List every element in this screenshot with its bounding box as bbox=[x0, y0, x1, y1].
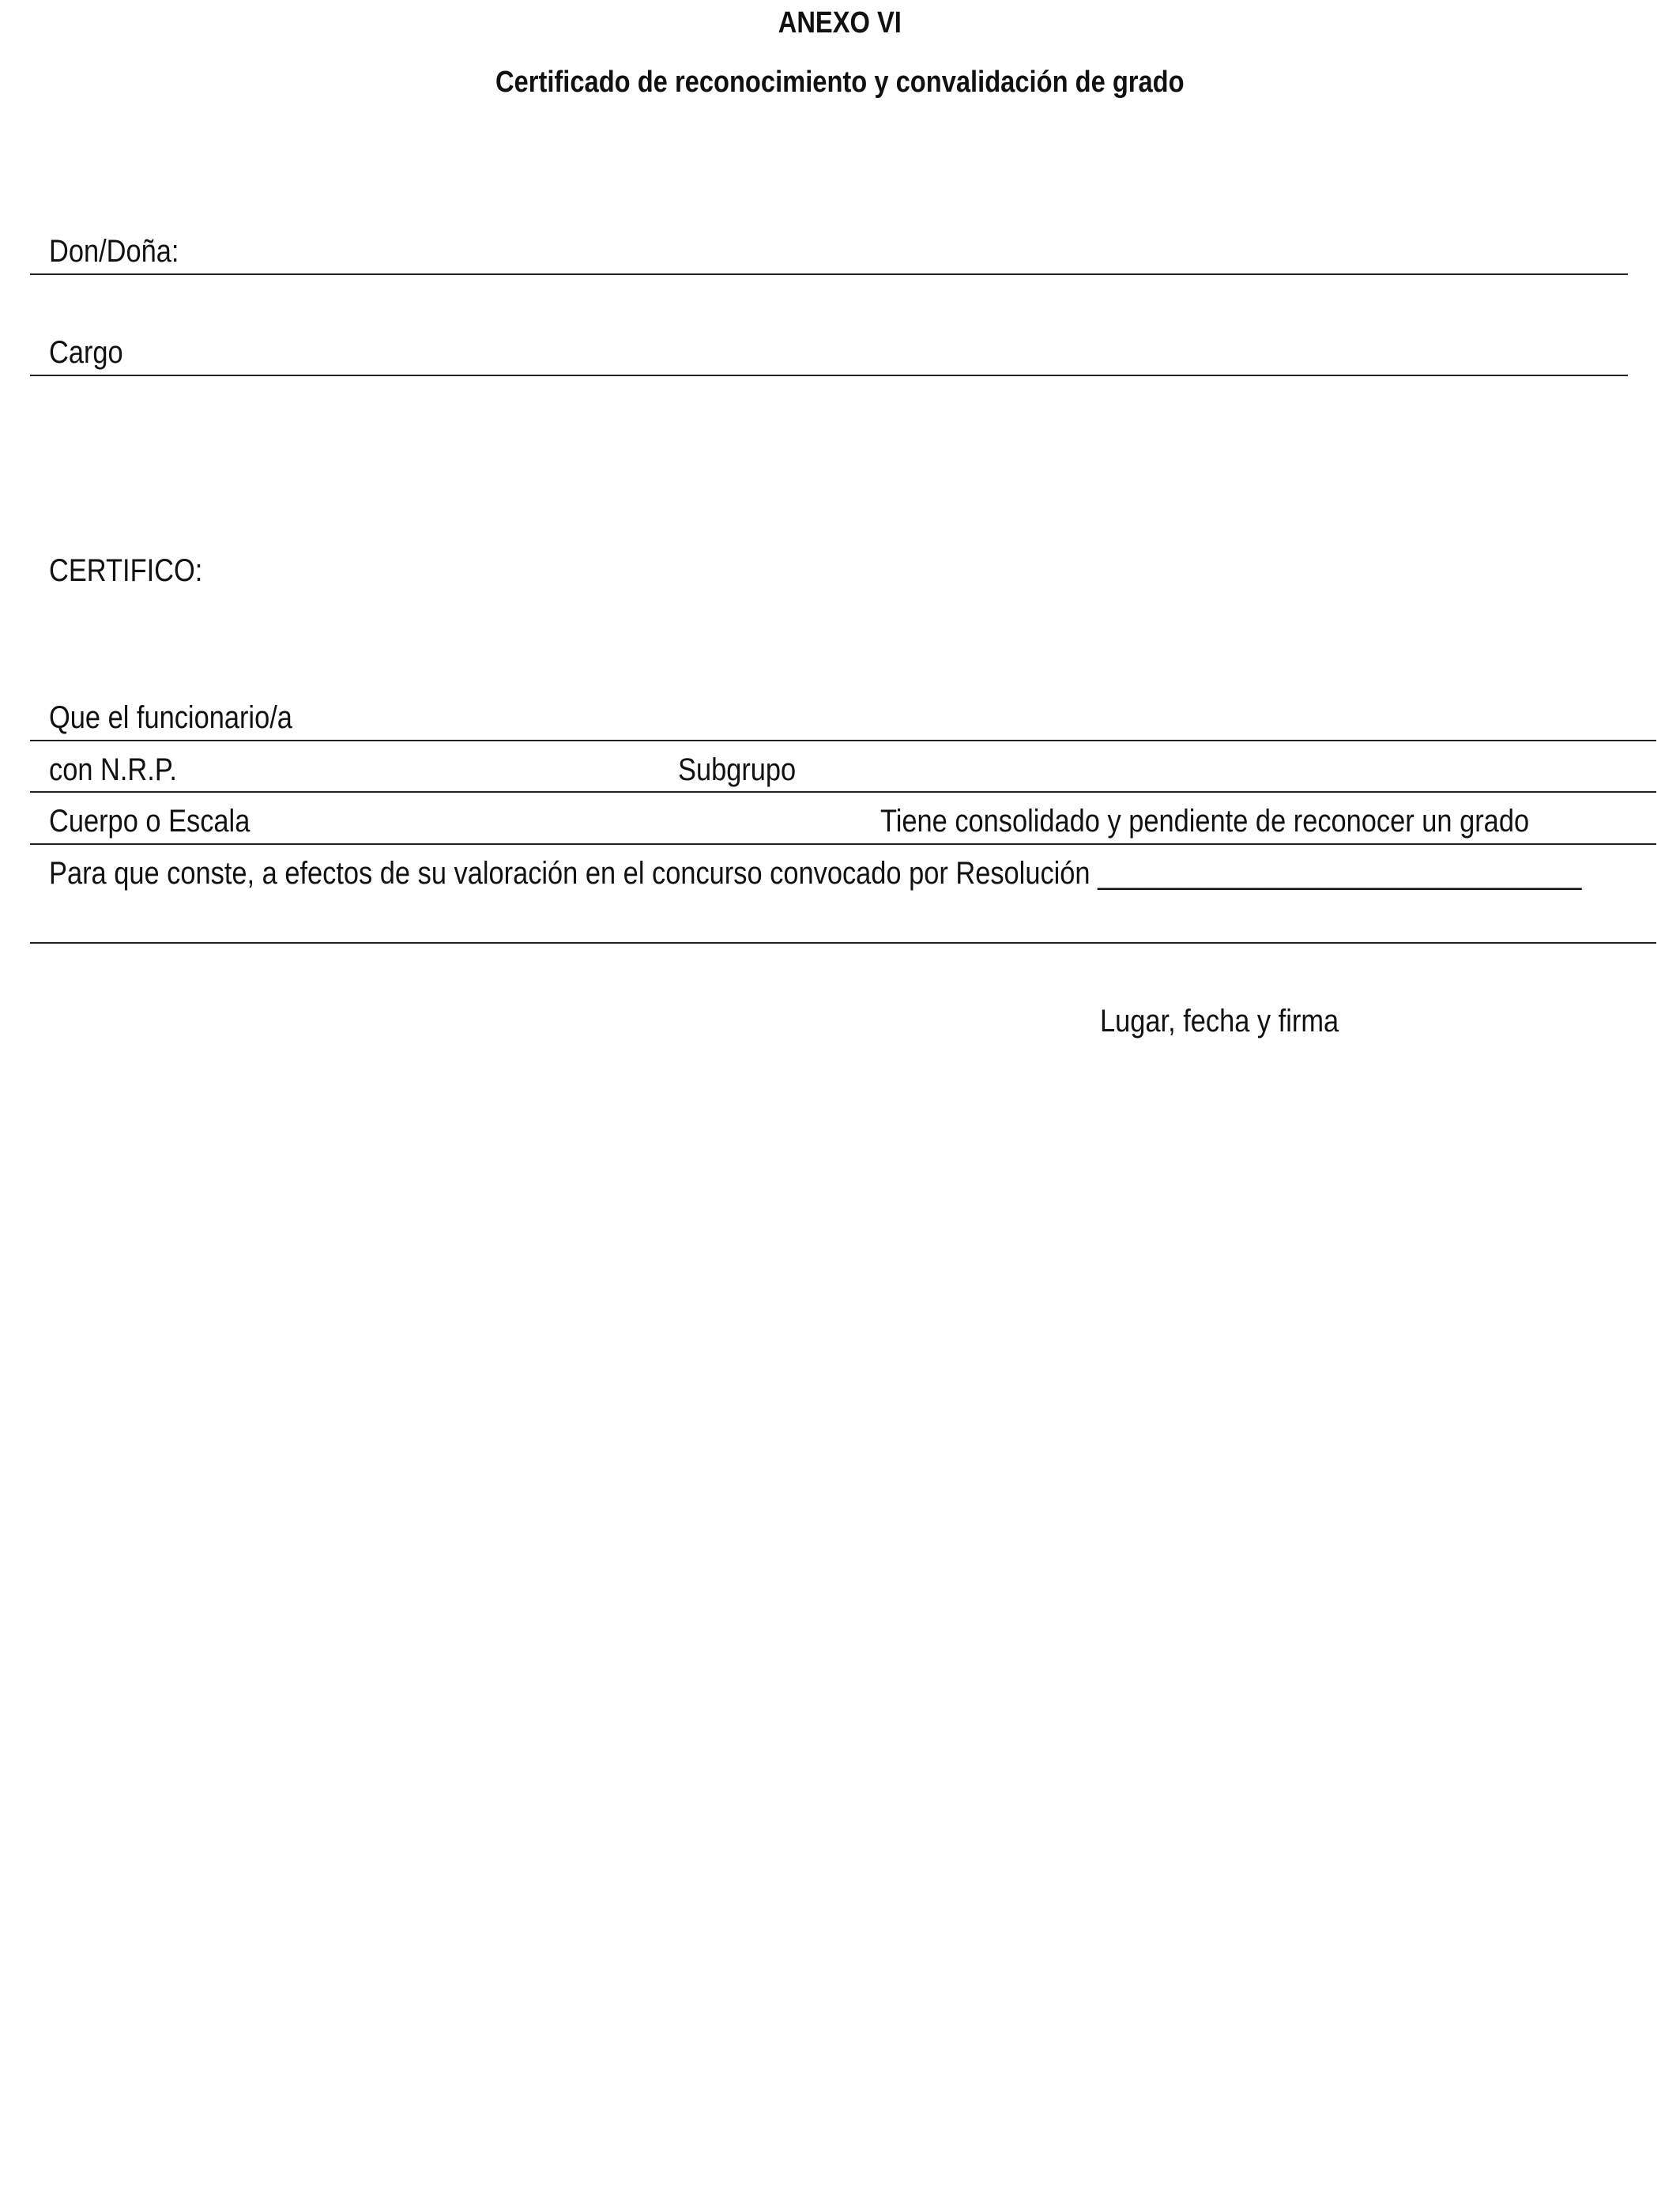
don-dona-line bbox=[30, 273, 1628, 275]
nrp-line bbox=[30, 791, 1656, 793]
blank-continuation-line bbox=[30, 942, 1656, 944]
grado-label bbox=[880, 804, 1635, 839]
document-title-text: Certificado de reconocimiento y convalidación de grado bbox=[495, 66, 1185, 99]
annex-title bbox=[0, 6, 1680, 40]
signature-text: Lugar, fecha y firma bbox=[1100, 1004, 1339, 1039]
cargo-line bbox=[30, 375, 1628, 376]
nrp-label bbox=[49, 752, 198, 788]
signature-label bbox=[1100, 1004, 1377, 1039]
funcionario-text: Que el funcionario/a bbox=[49, 700, 292, 735]
don-dona-label bbox=[49, 234, 200, 270]
annex-label: ANEXO VI bbox=[778, 6, 902, 40]
don-dona-text: Don/Doña: bbox=[49, 234, 179, 269]
funcionario-label bbox=[49, 700, 332, 736]
cargo-text: Cargo bbox=[49, 335, 123, 370]
funcionario-line bbox=[30, 740, 1656, 741]
subgrupo-text: Subgrupo bbox=[678, 752, 797, 787]
para-que-conste-label bbox=[49, 856, 1680, 892]
cuerpo-text: Cuerpo o Escala bbox=[49, 804, 250, 839]
cuerpo-line bbox=[30, 843, 1656, 845]
para-que-conste-text: Para que conste, a efectos de su valoración en el concurso convocado por Resolución ________________________________ bbox=[49, 856, 1582, 891]
certifico-heading bbox=[49, 553, 228, 589]
subgrupo-label bbox=[678, 752, 815, 788]
grado-text: Tiene consolidado y pendiente de reconocer un grado bbox=[880, 804, 1530, 839]
certifico-text: CERTIFICO: bbox=[49, 553, 203, 588]
nrp-text: con N.R.P. bbox=[49, 752, 177, 787]
cuerpo-label bbox=[49, 804, 283, 839]
document-title bbox=[0, 66, 1680, 100]
cargo-label bbox=[49, 335, 135, 371]
